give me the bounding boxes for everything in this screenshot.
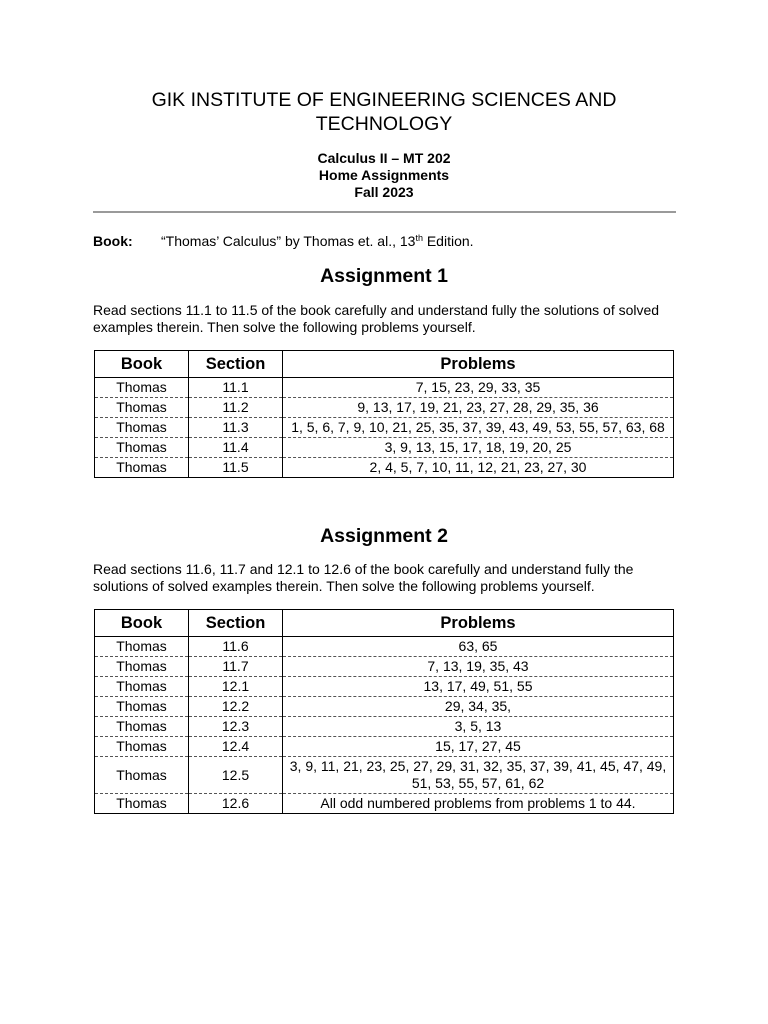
book-edition-sup: th — [415, 233, 423, 243]
cell-book: Thomas — [95, 737, 189, 757]
table-row — [95, 637, 674, 657]
cell-book: Thomas — [95, 794, 189, 814]
cell-problems: 9, 13, 17, 19, 21, 23, 27, 28, 29, 35, 36 — [283, 398, 674, 418]
cell-problems: 3, 9, 11, 21, 23, 25, 27, 29, 31, 32, 35, 37, 39, 41, 45, 47, 49, 51, 53, 55, 57, 61, 62 — [283, 757, 674, 794]
cell-problems: 13, 17, 49, 51, 55 — [283, 677, 674, 697]
cell-problems: 29, 34, 35, — [283, 697, 674, 717]
assignment-1-table — [94, 350, 674, 478]
cell-section: 12.4 — [189, 737, 283, 757]
term-label: Fall 2023 — [354, 184, 414, 200]
header-problems: Problems — [283, 610, 674, 637]
table-row — [95, 418, 674, 438]
table-row — [95, 717, 674, 737]
cell-problems: 7, 15, 23, 29, 33, 35 — [283, 378, 674, 398]
header-section: Section — [189, 351, 283, 378]
header-book: Book — [95, 610, 189, 637]
table-row — [95, 398, 674, 418]
cell-section: 12.1 — [189, 677, 283, 697]
course-title: Calculus II – MT 202 — [317, 150, 451, 166]
cell-book: Thomas — [95, 677, 189, 697]
document-type: Home Assignments — [318, 167, 450, 183]
cell-section: 12.3 — [189, 717, 283, 737]
cell-book: Thomas — [95, 697, 189, 717]
table-row — [95, 737, 674, 757]
table-header-row — [95, 351, 674, 378]
cell-section: 12.6 — [189, 794, 283, 814]
cell-problems: 3, 5, 13 — [283, 717, 674, 737]
cell-problems: All odd numbered problems from problems 1 to 44. — [283, 794, 674, 814]
cell-book: Thomas — [95, 418, 189, 438]
table-row — [95, 657, 674, 677]
cell-section: 11.4 — [189, 438, 283, 458]
cell-book: Thomas — [116, 638, 167, 654]
cell-problems: 63, 65 — [283, 637, 674, 657]
table-row — [95, 438, 674, 458]
assignment-2-instructions: Read sections 11.6, 11.7 and 12.1 to 12.6 of the book carefully and understand fully the solutions of solved examples therein. Then solve the following problems yourself. — [93, 561, 634, 594]
cell-problems: 1, 5, 6, 7, 9, 10, 21, 25, 35, 37, 39, 43, 49, 53, 55, 57, 63, 68 — [283, 418, 674, 438]
cell-section: 11.2 — [189, 398, 283, 418]
book-reference — [93, 233, 474, 250]
cell-book: Thomas — [95, 757, 189, 794]
cell-book: Thomas — [95, 398, 189, 418]
book-label: Book: — [93, 233, 133, 249]
assignment-2-title: Assignment 2 — [320, 525, 448, 547]
cell-section: 11.7 — [189, 657, 283, 677]
header-section: Section — [189, 610, 283, 637]
cell-section: 12.5 — [189, 757, 283, 794]
table-row — [95, 458, 674, 478]
cell-section: 11.3 — [189, 418, 283, 438]
header-divider — [93, 211, 676, 213]
cell-book: Thomas — [95, 438, 189, 458]
table-row — [95, 794, 674, 814]
cell-problems: 7, 13, 19, 35, 43 — [283, 657, 674, 677]
cell-problems: 2, 4, 5, 7, 10, 11, 12, 21, 23, 27, 30 — [283, 458, 674, 478]
header-book: Book — [95, 351, 189, 378]
assignment-1-title: Assignment 1 — [320, 265, 448, 287]
cell-book: Thomas — [116, 379, 167, 395]
cell-book: Thomas — [95, 657, 189, 677]
cell-section: 11.6 — [189, 637, 283, 657]
cell-section: 11.1 — [189, 378, 283, 398]
cell-book: Thomas — [95, 717, 189, 737]
book-text: “Thomas’ Calculus” by Thomas et. al., 13 — [161, 233, 416, 249]
table-row — [95, 677, 674, 697]
table-row — [95, 378, 674, 398]
cell-section: 12.2 — [189, 697, 283, 717]
table-row — [95, 757, 674, 794]
assignment-1-instructions: Read sections 11.1 to 11.5 of the book carefully and understand fully the solutions of solved examples therein. Then solve the following problems yourself. — [93, 302, 660, 335]
cell-problems: 3, 9, 13, 15, 17, 18, 19, 20, 25 — [283, 438, 674, 458]
cell-problems: 15, 17, 27, 45 — [283, 737, 674, 757]
assignment-2-table — [94, 609, 674, 814]
book-suffix: Edition. — [422, 233, 474, 249]
institute-title: GIK INSTITUTE OF ENGINEERING SCIENCES AND TECHNOLOGY — [151, 89, 617, 135]
cell-book: Thomas — [95, 458, 189, 478]
header-problems: Problems — [283, 351, 674, 378]
table-header-row — [95, 610, 674, 637]
cell-section: 11.5 — [189, 458, 283, 478]
table-row — [95, 697, 674, 717]
